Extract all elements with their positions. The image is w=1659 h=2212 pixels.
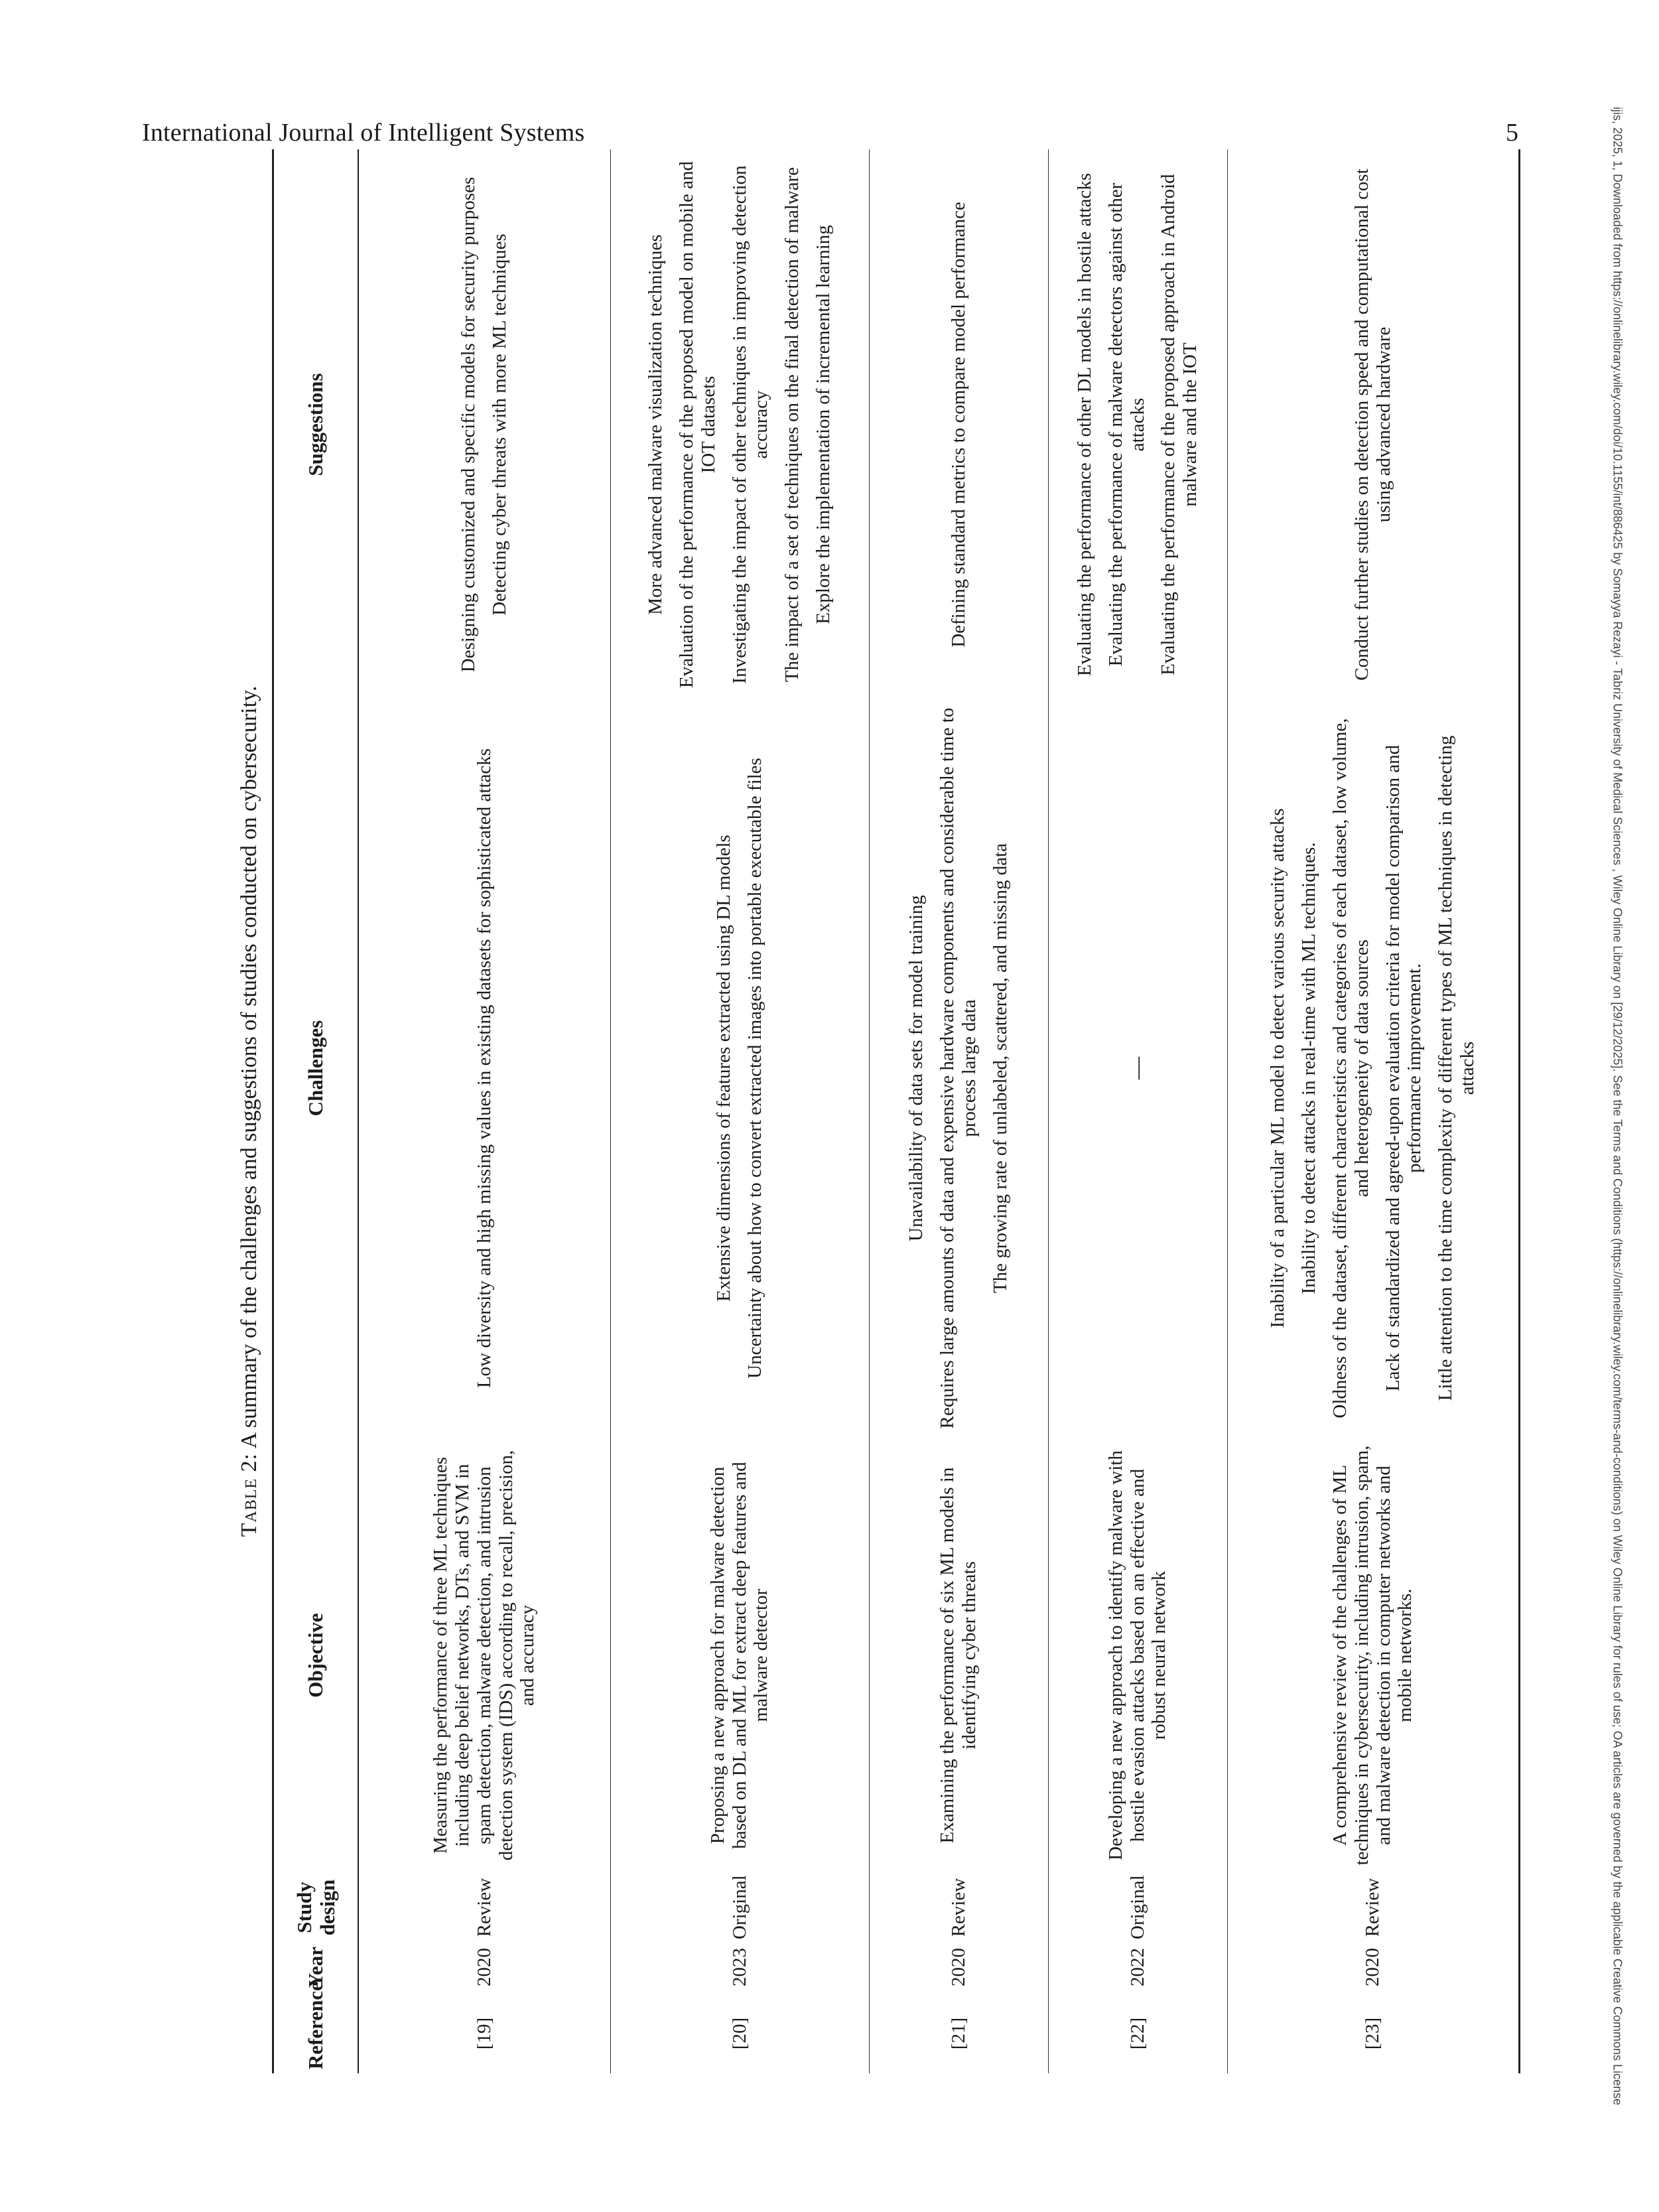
cell-reference: [20] [610, 1994, 869, 2073]
challenge-item: — [1124, 1057, 1150, 1079]
header-reference: Reference [273, 1994, 359, 2073]
challenge-item: Extensive dimensions of features extracted using DL models [713, 835, 735, 1302]
header-objective: Objective [273, 1436, 359, 1874]
cell-objective: Measuring the performance of three ML techniques including deep belief networks, DTs, and SVM in spam detection, malware detection, and intrusion detection system (IDS) according to recall, precision, and accuracy [358, 1436, 610, 1874]
challenge-item: The growing rate of unlabeled, scattered, and missing data [989, 843, 1011, 1294]
cell-design: Review [1227, 1874, 1519, 1941]
cell-suggestions [1227, 149, 1519, 700]
suggestion-item: Investigating the impact of other techniques in improving detection accuracy [728, 165, 772, 684]
cell-reference: [19] [358, 1994, 610, 2073]
table-row [358, 149, 610, 2073]
table-caption [232, 149, 272, 2073]
suggestion-item: Evaluation of the performance of the proposed model on mobile and IOT datasets [676, 161, 719, 689]
cell-year: 2023 [610, 1941, 869, 1994]
journal-title: International Journal of Intelligent Systems [142, 119, 585, 147]
table-row [869, 149, 1048, 2073]
table-header-row [273, 149, 359, 2073]
table-row [1048, 149, 1227, 2073]
cell-design: Original [610, 1874, 869, 1941]
cell-challenges [1227, 700, 1519, 1436]
cell-challenges [869, 700, 1048, 1436]
cell-objective: Proposing a new approach for malware detection based on DL and ML for extract deep features and malware detector [610, 1436, 869, 1874]
cell-year: 2020 [358, 1941, 610, 1994]
download-notice: ijis, 2025, 1, Downloaded from https://onlinelibrary.wiley.com/doi/10.1155/int/886425 by Somayya Rezayi - Tabriz University of Medical Sciences , Wiley Online Library on [29/12/2025]. See the Terms and Conditions (https://onlinelibrary.wiley.com/terms-and-conditions) on Wiley Online Library for rules of use; OA articles are governed by the applicable Creative Commons License [1611, 106, 1625, 2106]
cell-objective: Developing a new approach to identify malware with hostile evasion attacks based on an effective and robust neural network [1048, 1436, 1227, 1874]
challenge-item: Low diversity and high missing values in existing datasets for sophisticated attacks [473, 748, 495, 1389]
suggestion-item: Explore the implementation of incremental learning [812, 225, 834, 624]
header-year: Year [273, 1941, 359, 1994]
suggestion-item: Designing customized and specific models for security purposes [458, 176, 480, 673]
cell-objective: Examining the performance of six ML models in identifying cyber threats [869, 1436, 1048, 1874]
cell-suggestions [358, 149, 610, 700]
table-row [610, 149, 869, 2073]
cell-design: Review [358, 1874, 610, 1941]
suggestion-item: More advanced malware visualization techniques [645, 234, 667, 615]
cell-reference: [21] [869, 1994, 1048, 2073]
suggestion-item: Conduct further studies on detection speed and computational cost using advanced hardware [1351, 169, 1394, 681]
page-number: 5 [1506, 119, 1518, 147]
table-caption-text: A summary of the challenges and suggestions of studies conducted on cybersecurity. [237, 685, 261, 1449]
suggestion-item: Defining standard metrics to compare model performance [947, 202, 969, 648]
cell-objective: A comprehensive review of the challenges of ML techniques in cybersecurity, including intrusion, spam, and malware detection in computer networks and mobile networks. [1227, 1436, 1519, 1874]
cell-year: 2020 [1227, 1941, 1519, 1994]
header-study-design: Study design [273, 1874, 359, 1941]
cell-reference: [23] [1227, 1994, 1519, 2073]
cell-design: Original [1048, 1874, 1227, 1941]
cell-suggestions [869, 149, 1048, 700]
suggestion-item: Detecting cyber threats with more ML techniques [489, 234, 511, 616]
cell-design: Review [869, 1874, 1048, 1941]
cell-reference: [22] [1048, 1994, 1227, 2073]
challenge-item: Requires large amounts of data and expensive hardware components and considerable time to process large data [937, 707, 980, 1429]
suggestion-item: The impact of a set of techniques on the final detection of malware [781, 167, 803, 683]
challenge-item: Lack of standardized and agreed-upon evaluation criteria for model comparison and performance improvement. [1382, 744, 1426, 1392]
cell-suggestions [1048, 149, 1227, 700]
rotated-table-page [232, 149, 1479, 2073]
cell-challenges [610, 700, 869, 1436]
challenge-item: Little attention to the time complexity of different types of ML techniques in detecting attacks [1435, 735, 1478, 1401]
challenge-item: Inability to detect attacks in real-time with ML techniques. [1298, 842, 1320, 1294]
challenge-item: Inability of a particular ML model to detect various security attacks [1267, 808, 1289, 1328]
suggestion-item: Evaluating the performance of the proposed approach in Android malware and the IOT [1158, 174, 1201, 675]
header-challenges: Challenges [273, 700, 359, 1436]
suggestion-item: Evaluating the performance of other DL models in hostile attacks [1074, 173, 1096, 677]
suggestion-item: Evaluating the performance of malware detectors against other attacks [1104, 182, 1148, 667]
challenge-item: Uncertainty about how to convert extracted images into portable executable files [744, 758, 765, 1379]
challenge-item: Unavailability of data sets for model training [905, 895, 927, 1241]
challenge-item: Oldness of the dataset, different characteristics and categories of each dataset, low volume, and heterogeneity of data sources [1329, 718, 1372, 1418]
table-caption-label: Table 2: [237, 1453, 261, 1537]
cell-challenges [358, 700, 610, 1436]
summary-table [272, 149, 1520, 2073]
cell-suggestions [610, 149, 869, 700]
cell-year: 2022 [1048, 1941, 1227, 1994]
table-row [1227, 149, 1519, 2073]
header-suggestions: Suggestions [273, 149, 359, 700]
cell-challenges [1048, 700, 1227, 1436]
cell-year: 2020 [869, 1941, 1048, 1994]
